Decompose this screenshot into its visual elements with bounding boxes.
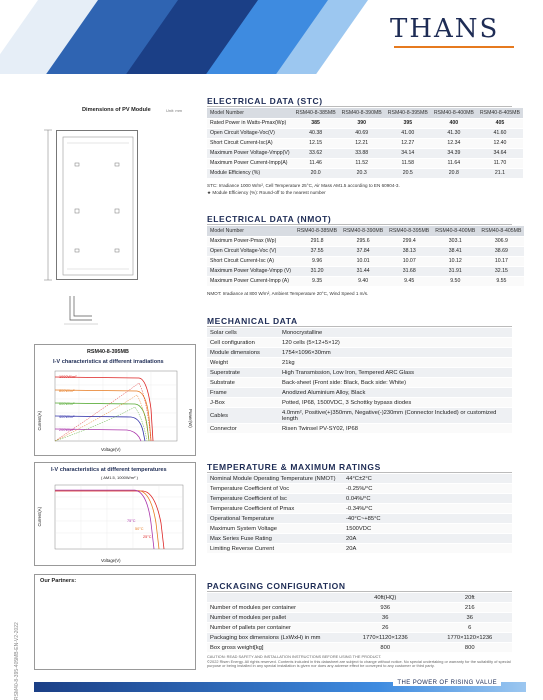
iv-irradiance-chart	[34, 344, 196, 456]
logo-underline	[394, 46, 514, 48]
table-row	[207, 613, 512, 623]
row-label: Operational Temperature	[207, 514, 343, 524]
row-label: Rated Power in Watts-Pmax(Wp)	[207, 118, 293, 128]
nmot-section-title: ELECTRICAL DATA (NMOT)	[207, 214, 332, 224]
table-header-cell: RSM40-8-385MB	[293, 108, 339, 118]
table-row	[207, 643, 512, 653]
footer-tagline: THE POWER OF RISING VALUE	[393, 680, 501, 686]
row-label: Maximum Power Current-Impp (A)	[207, 276, 294, 286]
document-code: RSM40-8-395-405MB-EN-V2-2022	[14, 622, 20, 700]
cell-value: 9.40	[340, 276, 386, 286]
cell-value: 400	[431, 118, 477, 128]
row-label: Module Efficiency (%)	[207, 168, 293, 178]
cell-value: 405	[477, 118, 523, 128]
cell-value: 41.60	[477, 128, 523, 138]
cell-value: 216	[428, 603, 513, 613]
cell-value: 1500VDC	[343, 524, 512, 534]
cell-value: 36	[428, 613, 513, 623]
row-label: Packaging box dimensions (LxWxH) in mm	[207, 633, 343, 643]
table-row	[207, 424, 512, 434]
cell-value: 9.35	[294, 276, 340, 286]
row-label: Substrate	[207, 378, 279, 388]
cell-value: 12.34	[431, 138, 477, 148]
cell-value: -0.25%/°C	[343, 484, 512, 494]
cell-value: 10.12	[432, 256, 478, 266]
chart-model: RSM40-8-395MB	[87, 349, 129, 355]
row-label: Cell configuration	[207, 338, 279, 348]
cell-value: Potted, IP68, 1500VDC, 3 Schottky bypass diodes	[279, 398, 512, 408]
table-row	[207, 256, 524, 266]
cell-value: Anodized Aluminium Alloy, Black	[279, 388, 512, 398]
cell-value: 44°C±2°C	[343, 474, 512, 484]
stc-note: STC: Irradiance 1000 W/m², Cell Temperature 25°C, Air Mass AM1.5 according to EN 60904-3.	[207, 183, 400, 188]
iv-temperature-chart	[34, 462, 196, 566]
table-row	[207, 504, 512, 514]
row-label: Maximum Power Current-Impp(A)	[207, 158, 293, 168]
cell-value: 34.64	[477, 148, 523, 158]
packaging-section-title: PACKAGING CONFIGURATION	[207, 581, 346, 591]
table-row	[207, 368, 512, 378]
table-row	[207, 623, 512, 633]
disclaimer-text: ©2022 Risen Energy. All rights reserved. Contents included in this datasheet are subject to change without notice. No special undertaking or warranty for the suitability of special purpose or being installed in any special installation is given nor does any adverse effect be conveyed to any customer or third party.	[207, 658, 511, 669]
cell-value: 12.15	[293, 138, 339, 148]
cell-value: 800	[428, 643, 513, 653]
partners-box	[34, 574, 196, 670]
row-label: Open Circuit Voltage-Voc (V)	[207, 246, 294, 256]
cell-value: 37.55	[294, 246, 340, 256]
cell-value: 38.41	[432, 246, 478, 256]
row-label: Module dimensions	[207, 348, 279, 358]
row-label: Nominal Module Operating Temperature (NMOT)	[207, 474, 343, 484]
table-header-row	[207, 108, 523, 118]
table-row	[207, 534, 512, 544]
cell-value: 40.38	[293, 128, 339, 138]
irradiance-label: 600W/m²	[59, 402, 75, 406]
table-row	[207, 378, 512, 388]
cell-value: 306.9	[478, 236, 524, 246]
table-row	[207, 603, 512, 613]
nmot-table	[207, 226, 524, 287]
table-row	[207, 524, 512, 534]
table-header-cell: Model Number	[207, 108, 293, 118]
mechanical-section-title: MECHANICAL DATA	[207, 316, 298, 326]
cell-value: 390	[339, 118, 385, 128]
table-row	[207, 388, 512, 398]
cell-value: 299.4	[386, 236, 432, 246]
dimensions-unit: Unit: mm	[166, 108, 182, 113]
row-label: Temperature Coefficient of Voc	[207, 484, 343, 494]
cell-value: 36	[343, 613, 428, 623]
cell-value: 4.0mm², Positive(+)350mm, Negative(-)230mm (Connector Included) or customized length	[279, 408, 512, 424]
cell-value: 20A	[343, 534, 512, 544]
row-label: Connector	[207, 424, 279, 434]
cell-value: 31.44	[340, 266, 386, 276]
footer-caution	[207, 655, 512, 669]
cell-value: -40°C~+85°C	[343, 514, 512, 524]
table-row	[207, 128, 523, 138]
cell-value: -0.34%/°C	[343, 504, 512, 514]
table-header-cell: RSM40-8-385MB	[294, 226, 340, 236]
cell-value: 11.46	[293, 158, 339, 168]
cell-value: 385	[293, 118, 339, 128]
cell-value: 120 cells (5×12+5×12)	[279, 338, 512, 348]
row-label: Temperature Coefficient of Pmax	[207, 504, 343, 514]
cell-value: 38.69	[478, 246, 524, 256]
packaging-table	[207, 593, 512, 653]
table-row	[207, 236, 524, 246]
cell-value: 395	[385, 118, 431, 128]
row-label: Number of modules per pallet	[207, 613, 343, 623]
cell-value: 20.5	[385, 168, 431, 178]
table-row	[207, 358, 512, 368]
section-divider	[207, 591, 512, 592]
mechanical-table	[207, 328, 512, 434]
cell-value: 9.96	[294, 256, 340, 266]
cell-value: 11.58	[385, 158, 431, 168]
cell-value: 12.40	[477, 138, 523, 148]
section-divider	[207, 106, 512, 107]
row-label: Open Circuit Voltage-Voc(V)	[207, 128, 293, 138]
brand-logo: THANS	[390, 14, 500, 44]
cell-value: 20.3	[339, 168, 385, 178]
table-header-cell: RSM40-8-400MB	[431, 108, 477, 118]
cell-value: 31.68	[386, 266, 432, 276]
table-header-cell: RSM40-8-390MB	[340, 226, 386, 236]
cell-value: 11.70	[477, 158, 523, 168]
cell-value: 20.0	[293, 168, 339, 178]
cell-value: 800	[343, 643, 428, 653]
temperature-label: 50°C	[135, 527, 144, 531]
table-row	[207, 398, 512, 408]
row-label: Number of modules per container	[207, 603, 343, 613]
iv-irradiance-plot	[43, 369, 193, 455]
section-divider	[207, 472, 512, 473]
cell-value: 9.50	[432, 276, 478, 286]
row-label: Short Circuit Current-Isc(A)	[207, 138, 293, 148]
section-divider	[207, 224, 512, 225]
table-header-row	[207, 593, 512, 603]
cell-value: Monocrystalline	[279, 328, 512, 338]
efficiency-note: ★ Module Efficiency (%): Round-off to the nearest number	[207, 190, 326, 195]
row-label: Maximum System Voltage	[207, 524, 343, 534]
cell-value: 40.69	[339, 128, 385, 138]
cell-value: 0.04%/°C	[343, 494, 512, 504]
nmot-note: NMOT: Irradiance at 800 W/m², Ambient Temperature 20°C, Wind Speed 1 m/s.	[207, 291, 369, 296]
table-row	[207, 118, 523, 128]
module-outline-drawing	[57, 131, 139, 281]
table-row	[207, 494, 512, 504]
cell-value: 33.88	[339, 148, 385, 158]
dimensions-title: Dimensions of PV Module	[82, 107, 151, 113]
table-header-cell	[207, 593, 343, 603]
stc-section-title: ELECTRICAL DATA (STC)	[207, 96, 323, 106]
row-label: Maximum Power Voltage-Vmpp (V)	[207, 266, 294, 276]
cell-value: 34.39	[431, 148, 477, 158]
cell-value: 38.13	[386, 246, 432, 256]
frame-cross-section-drawing	[62, 294, 122, 328]
chart-subtitle: ( AM1.5, 1000W/m² )	[101, 475, 138, 480]
cell-value: 34.14	[385, 148, 431, 158]
cell-value: 20A	[343, 544, 512, 554]
table-header-cell: 20ft	[428, 593, 513, 603]
cell-value: 11.64	[431, 158, 477, 168]
cell-value: High Transmission, Low Iron, Tempered ARC Glass	[279, 368, 512, 378]
table-row	[207, 168, 523, 178]
table-row	[207, 474, 512, 484]
cell-value: 41.00	[385, 128, 431, 138]
table-header-cell: 40ft(HQ)	[343, 593, 428, 603]
cell-value: 1754×1096×30mm	[279, 348, 512, 358]
row-label: Short Circuit Current-Isc (A)	[207, 256, 294, 266]
cell-value: 11.52	[339, 158, 385, 168]
iv-temperature-plot	[43, 483, 193, 559]
row-label: Number of pallets per container	[207, 623, 343, 633]
chart-title: I-V characteristics at different irradiations	[53, 359, 164, 365]
cell-value: Risen Twinsel PV-SY02, IP68	[279, 424, 512, 434]
cell-value: 9.45	[386, 276, 432, 286]
row-label: Maximum Power Voltage-Vmpp(V)	[207, 148, 293, 158]
irradiance-label: 400W/m²	[59, 415, 75, 419]
table-header-cell: RSM40-8-395MB	[386, 226, 432, 236]
table-row	[207, 276, 524, 286]
temperature-section-title: TEMPERATURE & MAXIMUM RATINGS	[207, 462, 381, 472]
cell-value: 12.21	[339, 138, 385, 148]
irradiance-label: 800W/m²	[59, 389, 75, 393]
section-divider	[207, 326, 512, 327]
table-row	[207, 158, 523, 168]
table-row	[207, 408, 512, 424]
stc-table	[207, 108, 523, 179]
header-banner	[0, 0, 543, 74]
cell-value: 20.8	[431, 168, 477, 178]
row-label: Maximum Power-Pmax (Wp)	[207, 236, 294, 246]
temperature-table	[207, 474, 512, 554]
partners-title: Our Partners:	[40, 578, 77, 584]
row-label: Limiting Reverse Current	[207, 544, 343, 554]
cell-value: 295.6	[340, 236, 386, 246]
cell-value: 26	[343, 623, 428, 633]
y2-axis-label: Power(W)	[188, 409, 193, 428]
row-label: Cables	[207, 408, 279, 424]
module-dimension-drawing	[56, 130, 138, 280]
table-header-cell: RSM40-8-400MB	[432, 226, 478, 236]
table-row	[207, 484, 512, 494]
cell-value: 1770×1120×1236	[428, 633, 513, 643]
table-row	[207, 633, 512, 643]
row-label: Frame	[207, 388, 279, 398]
cell-value: 32.15	[478, 266, 524, 276]
row-label: J-Box	[207, 398, 279, 408]
cell-value: 41.30	[431, 128, 477, 138]
x-axis-label: Voltage(V)	[101, 558, 121, 563]
cell-value: 10.17	[478, 256, 524, 266]
cell-value: 21kg	[279, 358, 512, 368]
irradiance-label: 200W/m²	[59, 428, 75, 432]
cell-value: 303.1	[432, 236, 478, 246]
table-row	[207, 348, 512, 358]
row-label: Solar cells	[207, 328, 279, 338]
table-row	[207, 338, 512, 348]
table-header-cell: RSM40-8-405MB	[477, 108, 523, 118]
row-label: Max Series Fuse Rating	[207, 534, 343, 544]
temperature-label: 25°C	[143, 535, 152, 539]
cell-value: 31.91	[432, 266, 478, 276]
x-axis-label: Voltage(V)	[101, 447, 121, 452]
dimension-line-left	[40, 128, 56, 282]
table-row	[207, 266, 524, 276]
cell-value: 1770×1120×1236	[343, 633, 428, 643]
chart-title: I-V characteristics at different temperatures	[51, 467, 167, 473]
table-header-cell: RSM40-8-395MB	[385, 108, 431, 118]
caution-text: CAUTION: READ SAFETY AND INSTALLATION INSTRUCTIONS BEFORE USING THE PRODUCT.	[207, 654, 382, 659]
cell-value: 10.07	[386, 256, 432, 266]
table-header-cell: Model Number	[207, 226, 294, 236]
cell-value: 936	[343, 603, 428, 613]
row-label: Box gross weight[kg]	[207, 643, 343, 653]
table-row	[207, 544, 512, 554]
cell-value: 291.8	[294, 236, 340, 246]
table-header-row	[207, 226, 524, 236]
irradiance-label: 1000W/m²	[59, 375, 77, 379]
table-row	[207, 148, 523, 158]
table-header-cell: RSM40-8-390MB	[339, 108, 385, 118]
cell-value: 12.27	[385, 138, 431, 148]
row-label: Temperature Coefficient of Isc	[207, 494, 343, 504]
cell-value: 37.84	[340, 246, 386, 256]
table-row	[207, 246, 524, 256]
cell-value: 6	[428, 623, 513, 633]
cell-value: 21.1	[477, 168, 523, 178]
cell-value: 10.01	[340, 256, 386, 266]
table-row	[207, 138, 523, 148]
cell-value: 9.55	[478, 276, 524, 286]
cell-value: Back-sheet (Front side: Black, Back side: White)	[279, 378, 512, 388]
y-axis-label: Current(A)	[37, 411, 42, 431]
temperature-label: 75°C	[127, 519, 136, 523]
row-label: Superstrate	[207, 368, 279, 378]
row-label: Weight	[207, 358, 279, 368]
table-header-cell: RSM40-8-405MB	[478, 226, 524, 236]
table-row	[207, 514, 512, 524]
cell-value: 33.62	[293, 148, 339, 158]
cell-value: 31.20	[294, 266, 340, 276]
table-row	[207, 328, 512, 338]
y-axis-label: Current(A)	[37, 507, 42, 527]
